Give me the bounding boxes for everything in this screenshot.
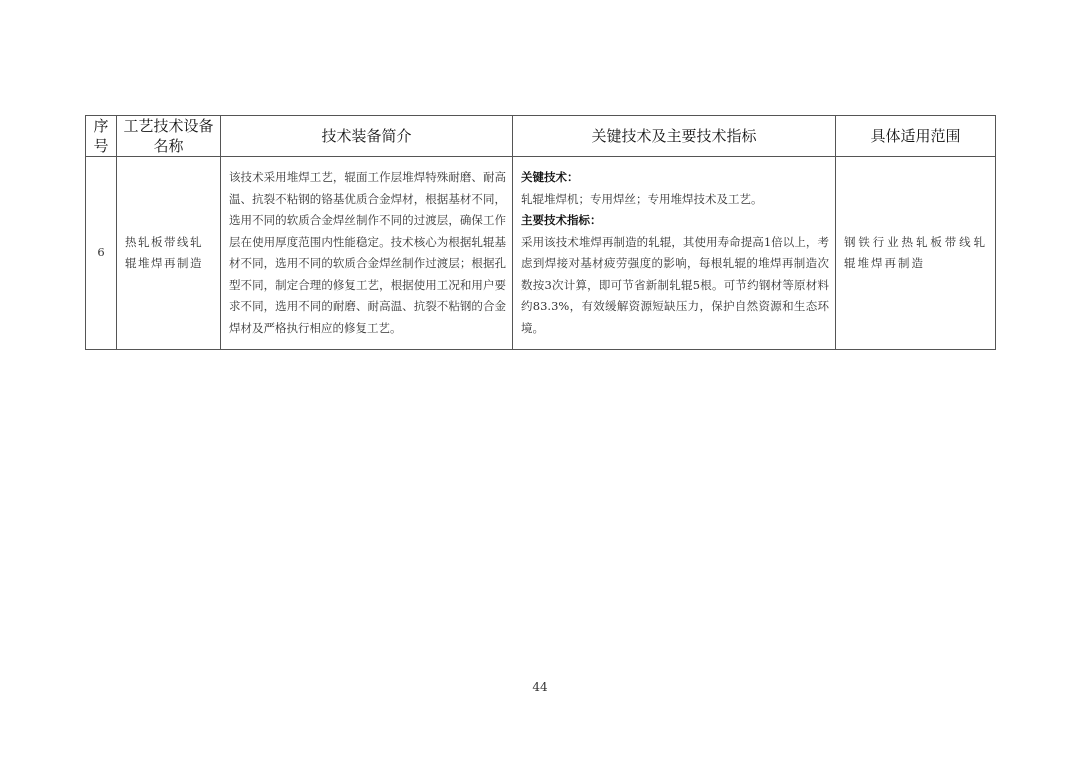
row-serial-number: 6 <box>86 157 117 350</box>
row-application-scope: 钢铁行业热轧板带线轧辊堆焊再制造 <box>836 157 996 350</box>
main-indicator-label: 主要技术指标： <box>521 213 602 227</box>
key-tech-label: 关键技术： <box>521 170 579 184</box>
table-header-row <box>86 116 996 157</box>
header-application-scope: 具体适用范围 <box>836 116 996 157</box>
main-indicator-text: 采用该技术堆焊再制造的轧辊，其使用寿命提高1倍以上，考虑到焊接对基材疲劳强度的影响，每根轧辊的堆焊再制造次数按3次计算，即可节省新制轧辊5根。可节约钢材等原材料约83.3%，有效缓解资源短缺压力，保护自然资源和生态环境。 <box>521 234 829 335</box>
header-serial-number: 序号 <box>86 116 117 157</box>
table-row <box>86 157 996 350</box>
row-equipment-name: 热轧板带线轧辊堆焊再制造 <box>117 157 221 350</box>
technology-table <box>85 115 996 350</box>
row-introduction: 该技术采用堆焊工艺，辊面工作层堆焊特殊耐磨、耐高温、抗裂不粘钢的铬基优质合金焊材，根据基材不同，选用不同的软质合金焊丝制作不同的过渡层，确保工作层在使用厚度范围内性能稳定。技术核心为根据轧辊基材不同，选用不同的软质合金焊丝制作过渡层；根据孔型不同，制定合理的修复工艺，根据使用工况和用户要求不同，选用不同的耐磨、耐高温、抗裂不粘钢的合金焊材及严格执行相应的修复工艺。 <box>221 157 513 350</box>
header-introduction: 技术装备简介 <box>221 116 513 157</box>
header-key-technology: 关键技术及主要技术指标 <box>513 116 836 157</box>
header-equipment-name: 工艺技术设备名称 <box>117 116 221 157</box>
page-number: 44 <box>532 680 548 694</box>
row-key-technology <box>513 157 836 350</box>
key-tech-text: 轧辊堆焊机；专用焊丝；专用堆焊技术及工艺。 <box>521 191 763 206</box>
